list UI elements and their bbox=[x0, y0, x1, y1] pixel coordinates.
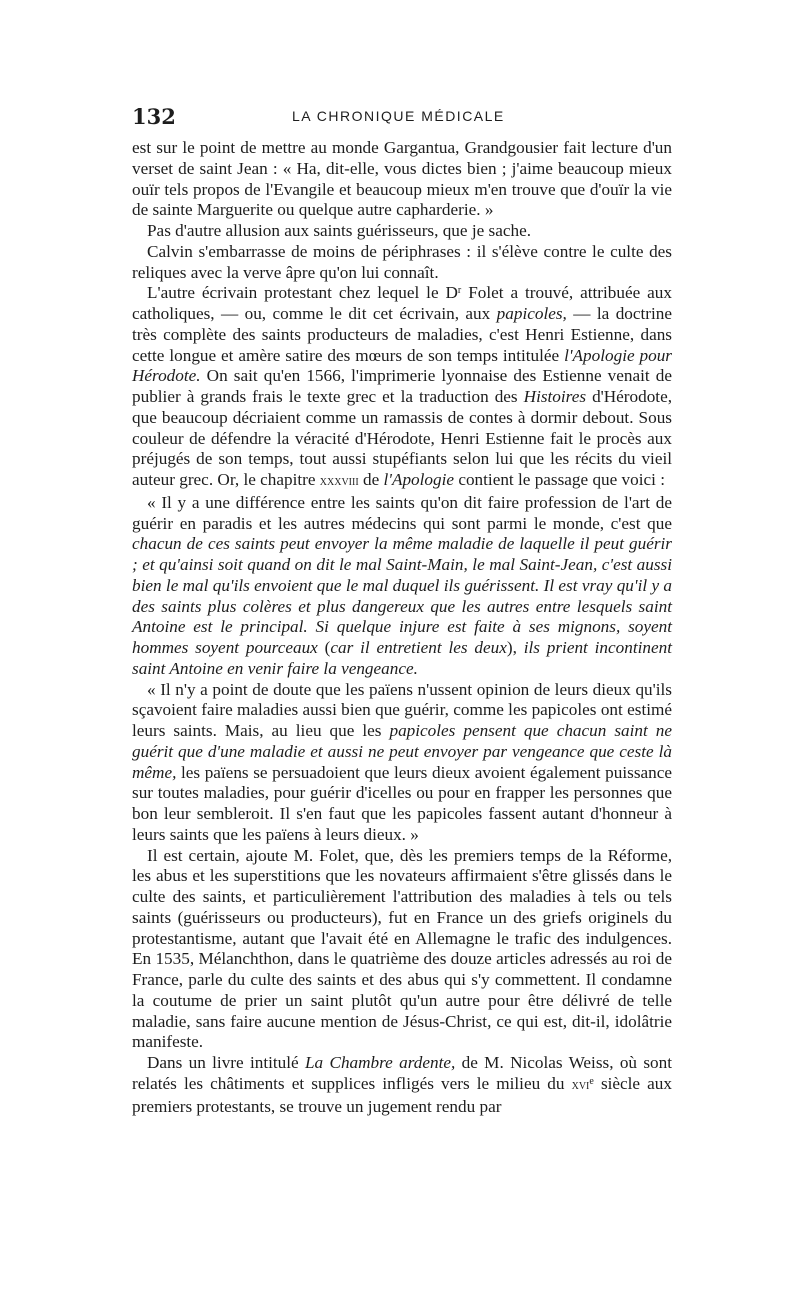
italic-run: l'Apologie pour Hérodote. bbox=[132, 345, 672, 386]
roman-numeral: xxxviii bbox=[319, 474, 359, 489]
text-run: de M. Nicolas Weiss, où sont relatés les châtiments et supplices infligés vers le milieu du bbox=[132, 1053, 672, 1093]
paragraph bbox=[132, 846, 672, 1054]
paragraph bbox=[132, 493, 672, 680]
italic-run: Histoires bbox=[523, 387, 587, 406]
text-run: d'Hérodote, que beaucoup décriaient comme un ramassis de contes à dormir debout. Sous couleur de défendre la véracité d'Hérodote, Henri Estienne fait le procès aux préjugés de son temps, tout aussi stupéfiants selon lui que les récits du vieil auteur grec. Or, le chapitre bbox=[132, 387, 673, 489]
book-page bbox=[132, 104, 672, 1117]
italic-run: ils prient incontinent saint Antoine en venir faire la vengeance. bbox=[132, 638, 672, 678]
text-run: « Il y a une différence entre les saints qu'on dit faire profession de l'art de guérir en paradis et les autres médecins qui sont parmi le monde, c'est que bbox=[132, 492, 672, 533]
italic-run: l'Apologie bbox=[383, 470, 455, 489]
text-run: les païens se persuadoient que leurs dieux avoient également puissance sur toutes maladies, pour guérir d'icelles ou pour en frapper les personnes que bon leur sembleroit. Il s'en faut que les papicoles fassent autant d'honneur à leurs saints que les païens à leurs dieux. » bbox=[132, 762, 672, 844]
running-head: LA CHRONIQUE MÉDICALE bbox=[292, 108, 505, 124]
text-run: Il est certain, ajoute M. Folet, que, dès les premiers temps de la Réforme, les abus et les superstitions que les novateurs affirmaient s'être glissés dans le culte des saints, et particulièrement l'attribution des maladies à tels ou tels saints (guérisseurs ou producteurs), fut en France un des griefs originels du protestantisme, autant que l'avait été en Allemagne le trafic des indulgences. En 1535, Mélanchthon, dans le quatrième des douze articles adressés au roi de France, parle du culte des saints et des abus qui s'y commettent. Il condamne la coutume de prier un saint plutôt qu'un autre pour être délivré de telle maladie, sans faire aucune mention de Jésus-Christ, ce qui est, dit-il, idolâtrie manifeste. bbox=[132, 845, 672, 1052]
paragraph bbox=[132, 221, 672, 242]
text-run: — la doctrine très complète des saints producteurs de maladies, c'est Henri Estienne, dans cette longue et amère satire des mœurs de son temps intitulée bbox=[132, 304, 673, 365]
text-run: Dans un livre intitulé bbox=[147, 1053, 305, 1072]
page-header bbox=[132, 104, 672, 134]
paragraph bbox=[132, 138, 672, 221]
text-run: « Il n'y a point de doute que les païens n'ussent opinion de leurs dieux qu'ils sçavoient faire maladies aussi bien que guérir, comme les papicoles ont estimé leurs saints. Mais, au lieu que les bbox=[132, 679, 672, 740]
text-run: Pas d'autre allusion aux saints guérisseurs, que je sache. bbox=[147, 221, 531, 240]
body-text bbox=[132, 138, 672, 1117]
text-run: On sait qu'en 1566, l'imprimerie lyonnaise des Estienne venait de publier à grands frais le texte grec et la traduction des bbox=[132, 366, 672, 406]
roman-numeral: xvi bbox=[571, 1077, 590, 1093]
italic-run: car il entretient les deux bbox=[330, 638, 507, 657]
text-run: contient le passage que voici : bbox=[454, 470, 665, 489]
text-run: ), bbox=[506, 638, 524, 657]
superscript: r bbox=[457, 285, 462, 297]
text-run: L'autre écrivain protestant chez lequel le D bbox=[147, 283, 458, 303]
text-run: Calvin s'embarrasse de moins de périphrases : il s'élève contre le culte des reliques avec la verve âpre qu'on lui connaît. bbox=[132, 241, 672, 282]
italic-run: La Chambre ardente, bbox=[305, 1053, 456, 1072]
text-run: ( bbox=[317, 638, 331, 657]
paragraph bbox=[132, 242, 672, 284]
italic-run: papicoles, bbox=[496, 304, 567, 323]
paragraph bbox=[132, 283, 672, 493]
text-run: Folet a trouvé, attribuée aux catholiques, — ou, comme le dit cet écrivain, aux bbox=[132, 283, 672, 323]
text-run: de bbox=[358, 470, 384, 489]
text-run: est sur le point de mettre au monde Gargantua, Grandgousier fait lecture d'un verset de saint Jean : « Ha, dit-elle, vous dictes bien ; j'aime beaucoup mieux ouïr tels propos de l'Evangile et beaucoup mieux m'en trouve que d'ouïr la vie de sainte Marguerite ou quelque autre capharderie. » bbox=[132, 138, 672, 220]
page-number: 132 bbox=[132, 104, 176, 129]
italic-run: papicoles pensent que chacun saint ne guérit que d'une maladie et aussi ne peut envoyer par vengeance que ceste là même, bbox=[132, 721, 672, 782]
italic-run: chacun de ces saints peut envoyer la même maladie de laquelle il peut guérir ; et qu'ainsi soit quand on dit le mal Saint-Main, le mal Saint-Jean, c'est aussi bien le mal qu'ils envoient que le mal duquel ils guérissent. Il est vray qu'il y a des saints plus colères et plus dangereux que les autres entre lesquels saint Antoine est le principal. Si quelque injure est faite à ses mignons, soyent hommes soyent pourceaux bbox=[132, 534, 672, 657]
superscript: e bbox=[589, 1075, 594, 1087]
paragraph bbox=[132, 1053, 672, 1117]
text-run: siècle aux premiers protestants, se trouve un jugement rendu par bbox=[132, 1073, 672, 1116]
paragraph bbox=[132, 680, 672, 846]
